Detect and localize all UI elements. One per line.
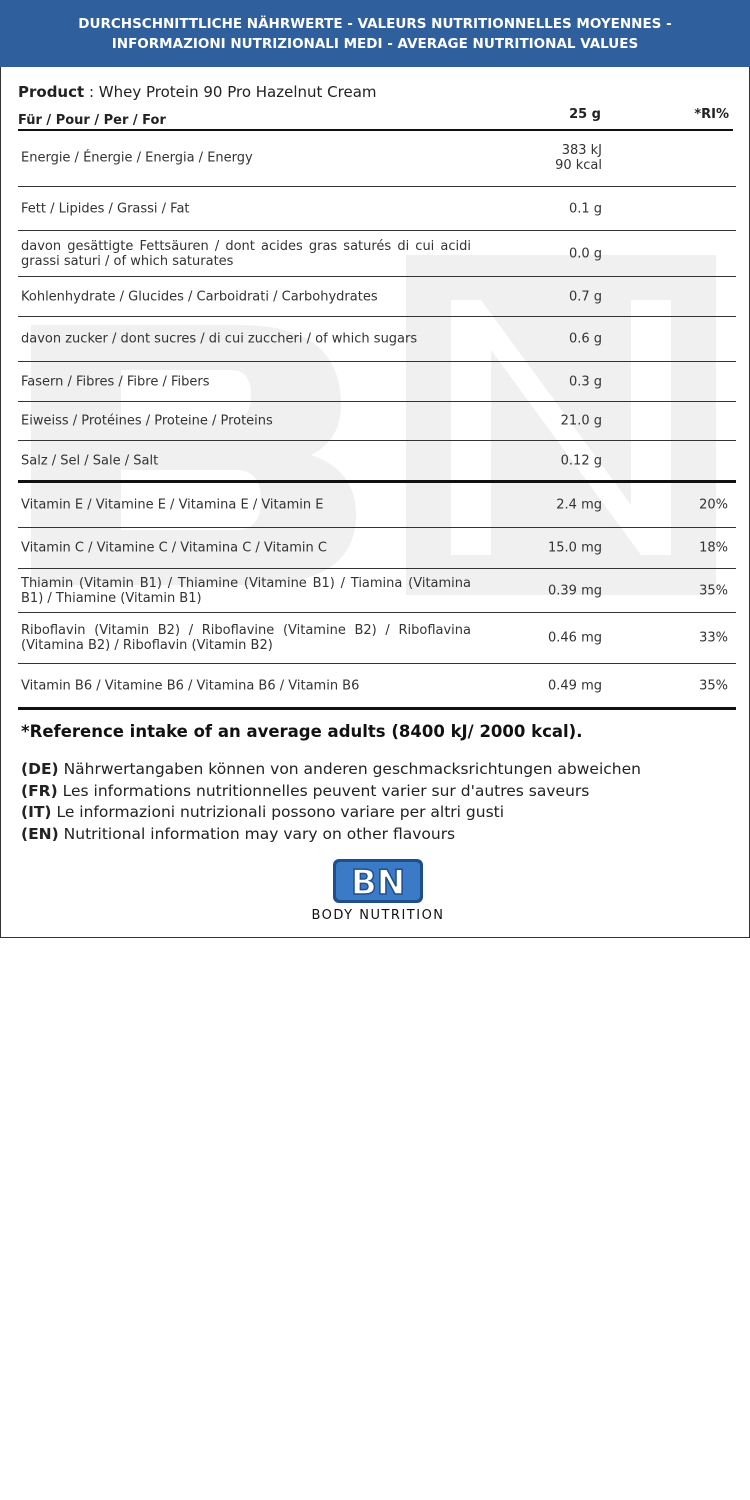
nutrient-label: Vitamin B6 / Vitamine B6 / Vitamina B6 / Vitamin B6 (21, 678, 360, 693)
note-line: (FR) Les informations nutritionnelles peuvent varier sur d'autres saveurs (21, 781, 590, 800)
logo-name: BODY NUTRITION (311, 908, 445, 923)
nutrient-label: Salz / Sel / Sale / Salt (21, 453, 159, 468)
nutrient-ri: 20% (699, 497, 728, 513)
nutrient-amount: 0.0 g (568, 246, 602, 261)
nutrient-ri: 35% (699, 583, 728, 598)
table-row (18, 441, 736, 483)
nutrition-header (0, 0, 750, 67)
header-line-1: DURCHSCHNITTLICHE NÄHRWERTE - VALEURS NUTRITIONNELLES MOYENNES - (78, 15, 672, 32)
table-row (18, 187, 736, 231)
nutrient-label: Eiweiss / Protéines / Proteine / Proteins (21, 413, 273, 429)
nutrient-amount: 0.46 mg (548, 630, 602, 646)
note-line: (IT) Le informazioni nutrizionali possono variare per altri gusti (21, 803, 505, 821)
table-row (18, 362, 736, 402)
nutrition-panel (0, 67, 750, 938)
product-label: Product (18, 83, 85, 101)
nutrient-ri: 35% (699, 678, 728, 693)
table-row (18, 528, 736, 569)
nutrient-ri: 33% (699, 630, 728, 646)
product-name: Whey Protein 90 Pro Hazelnut Cream (98, 83, 377, 101)
nutrient-label: Fasern / Fibres / Fibre / Fibers (21, 374, 210, 389)
body-nutrition-logo (281, 859, 476, 923)
nutrient-label: Energie / Énergie / Energia / Energy (21, 150, 253, 166)
column-amount: 25 g (569, 107, 601, 122)
nutrient-label: Thiamin (Vitamin B1) / Thiamine (Vitamine B1) / Tiamina (Vitamina B1) / Thiamine (Vitamin B1) (21, 575, 471, 606)
nutrient-label: davon zucker / dont sucres / di cui zuccheri / of which sugars (21, 331, 418, 347)
table-row (18, 613, 736, 664)
nutrient-ri: 18% (699, 540, 728, 556)
nutrient-amount: 0.1 g (568, 201, 602, 216)
logo-mark: BN (350, 863, 406, 903)
nutrient-amount: 21.0 g (560, 413, 602, 429)
nutrient-label: Kohlenhydrate / Glucides / Carboidrati / Carbohydrates (21, 289, 378, 304)
nutrient-label: Fett / Lipides / Grassi / Fat (21, 201, 190, 216)
nutrient-amount: 0.6 g (568, 331, 602, 347)
nutrient-amount: 0.39 mg (548, 583, 602, 598)
column-label: Für / Pour / Per / For (18, 113, 166, 128)
table-row (18, 483, 736, 528)
header-line-2: INFORMAZIONI NUTRIZIONALI MEDI - AVERAGE NUTRITIONAL VALUES (111, 35, 639, 52)
nutrient-label: Vitamin C / Vitamine C / Vitamina C / Vitamin C (21, 540, 327, 556)
table-row (18, 317, 736, 362)
table-row (18, 664, 736, 710)
note-line: (EN) Nutritional information may vary on other flavours (21, 824, 456, 843)
nutrient-amount: 0.3 g (568, 374, 602, 389)
table-row (18, 569, 736, 613)
nutrient-amount: 2.4 mg (556, 497, 602, 513)
column-ri: *RI% (694, 107, 729, 122)
nutrient-label: Riboflavin (Vitamin B2) / Riboflavine (Vitamine B2) / Riboflavina (Vitamina B2) / Riboflavin (Vitamin B2) (21, 623, 471, 653)
column-header (18, 105, 733, 131)
flavour-notes (21, 759, 641, 845)
nutrient-amount: 0.12 g (560, 453, 602, 468)
table-row (18, 277, 736, 317)
table-row (18, 231, 736, 277)
nutrition-table (18, 130, 736, 710)
nutrient-amount: 0.7 g (568, 289, 602, 304)
product-line (18, 83, 377, 101)
nutrient-amount: 0.49 mg (548, 678, 602, 693)
table-row (18, 130, 736, 187)
table-row (18, 402, 736, 441)
product-separator: : (84, 83, 99, 101)
nutrient-amount: 15.0 mg (548, 540, 602, 556)
note-line: (DE) Nährwertangaben können von anderen geschmacksrichtungen abweichen (21, 760, 641, 778)
nutrient-amount: 383 kJ 90 kcal (555, 143, 602, 173)
nutrient-label: Vitamin E / Vitamine E / Vitamina E / Vitamin E (21, 497, 324, 513)
nutrient-label: davon gesättigte Fettsäuren / dont acides gras saturés di cui acidi grassi saturi / of which saturates (21, 238, 471, 269)
reference-intake-note: *Reference intake of an average adults (8400 kJ/ 2000 kcal). (21, 722, 583, 741)
